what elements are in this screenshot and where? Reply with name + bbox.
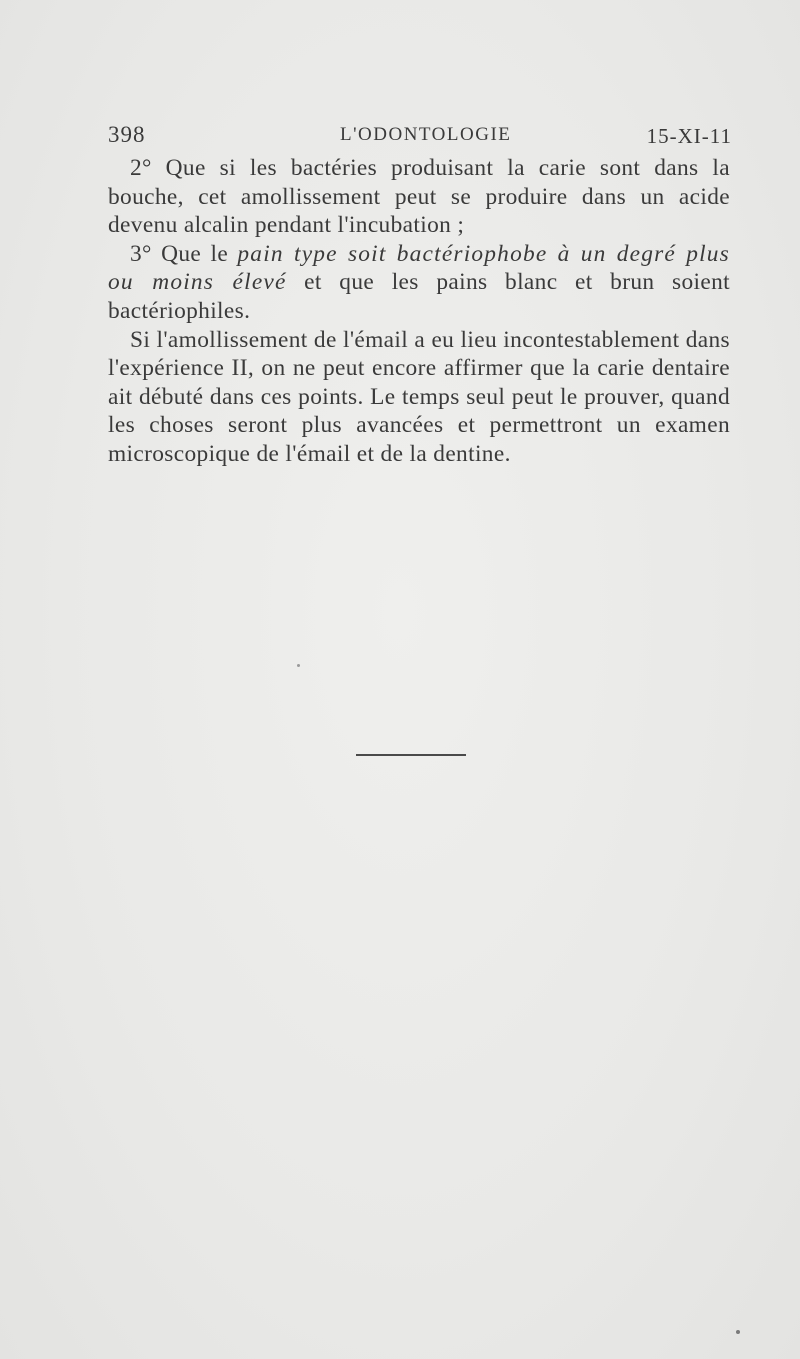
paragraph-point-2: 2° Que si les bactéries produisant la carie sont dans la bouche, cet amollissement peut se produire dans un acide devenu alcalin pendant l'incubation ; (108, 155, 730, 239)
page-number: 398 (108, 122, 146, 147)
running-title: L'ODONTOLOGIE (340, 124, 512, 145)
italic-phrase: pain type soit bactériophobe à un degré plus ou moins élevé (108, 240, 730, 296)
paragraph-conclusion: Si l'amollissement de l'émail a eu lieu incontestablement dans l'expérience II, on ne peut encore affirmer que la carie dentaire ait débuté dans ces points. Le temps seul peut le prouver, quand les choses seront plus avancées et permettront un examen microscopique de l'émail et de la dentine. (108, 326, 730, 467)
paragraph-point-3 (108, 240, 730, 326)
section-divider (356, 754, 466, 756)
paragraph-suffix: et que les pains blanc et brun soient bactériophiles. (108, 269, 730, 324)
page-header (108, 118, 732, 154)
paper-speck (297, 664, 300, 667)
paper-speck (736, 1330, 740, 1334)
issue-date: 15-XI-11 (646, 124, 732, 148)
body-text (108, 154, 730, 469)
paragraph-prefix: 3° Que le (130, 240, 238, 267)
